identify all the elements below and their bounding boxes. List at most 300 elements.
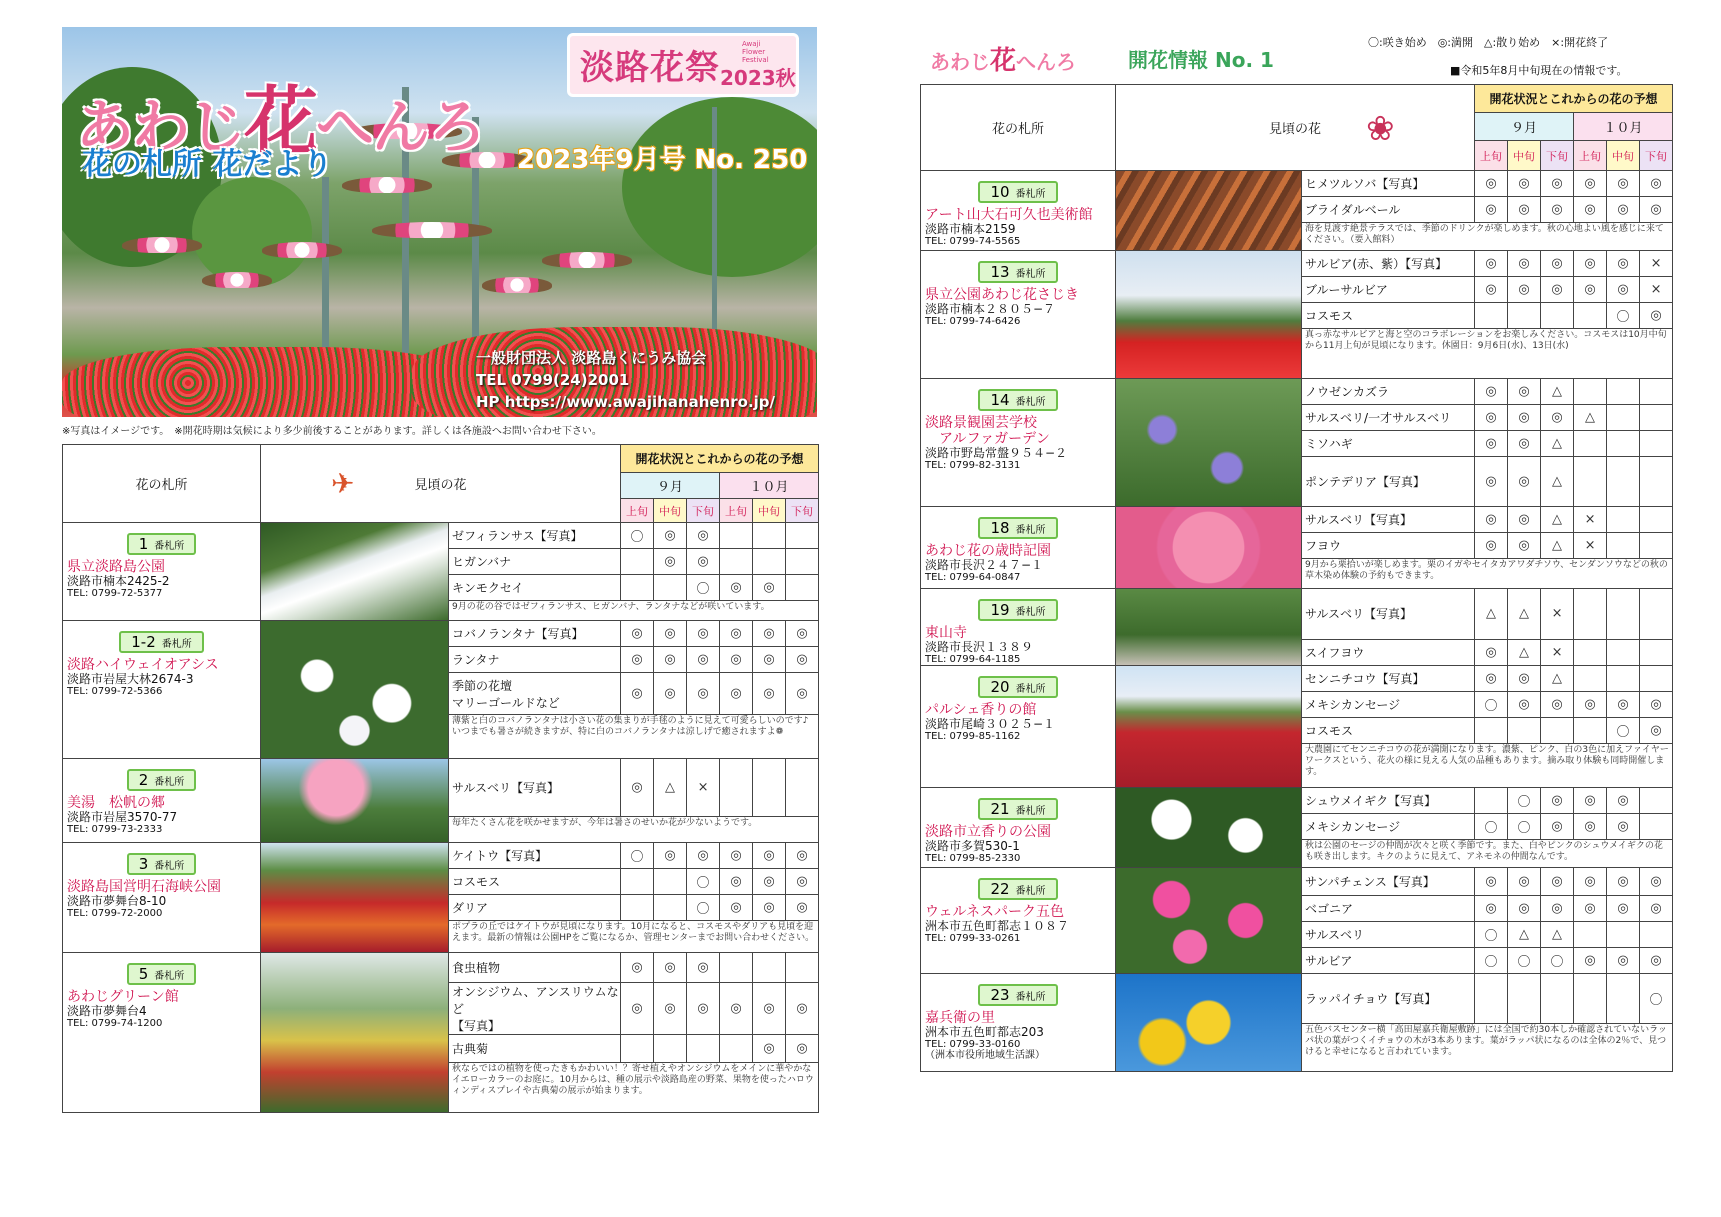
bloom-status: ◎ — [1508, 507, 1541, 533]
bloom-status: ◎ — [1475, 457, 1508, 507]
header-mid: 中旬 — [1607, 141, 1640, 171]
bloom-status: 〇 — [687, 575, 720, 601]
site-name: 淡路景観園芸学校 アルファガーデン — [925, 415, 1050, 447]
site-tel: TEL: 0799-74-1200 — [67, 1018, 163, 1029]
bloom-status: ◎ — [1475, 431, 1508, 457]
site-info — [63, 843, 261, 953]
bloom-status: ◎ — [1574, 948, 1607, 974]
site-tel: TEL: 0799-85-2330 — [925, 853, 1021, 864]
bloom-status: ◎ — [786, 673, 819, 715]
flower-name: メキシカンセージ — [1302, 692, 1475, 718]
header-october: １０月 — [1574, 113, 1673, 141]
bloom-status — [1475, 718, 1508, 744]
site-address: 淡路市尾崎３０２５−１ — [925, 717, 1056, 731]
flower-name: ノウゼンカズラ — [1302, 379, 1475, 405]
bloom-status: ◎ — [786, 621, 819, 647]
site-tel: TEL: 0799-72-2000 — [67, 908, 163, 919]
bloom-status: ◎ — [1607, 277, 1640, 303]
table-row — [921, 251, 1673, 277]
bloom-status — [654, 895, 687, 921]
bloom-status — [1640, 666, 1673, 692]
bloom-status: ◎ — [1640, 868, 1673, 896]
bloom-status: ◎ — [1475, 171, 1508, 197]
bloom-status: 〇 — [1475, 692, 1508, 718]
bloom-status: ◎ — [1508, 692, 1541, 718]
bloom-status — [1640, 405, 1673, 431]
site-tel: TEL: 0799-33-0261 — [925, 933, 1021, 944]
site-comment: ポプラの丘ではケイトウが見頃になります。10月になると、コスモスやダリアも見頃を迎えます。最新の情報は公園HPをご覧になるか、管理センターまでお問い合わせください。 — [449, 921, 819, 953]
bloom-status: ◎ — [1574, 692, 1607, 718]
bloom-status: ◎ — [753, 621, 786, 647]
header-september: ９月 — [1475, 113, 1574, 141]
bloom-status: ◎ — [753, 843, 786, 869]
site-info — [921, 251, 1116, 379]
table-row — [921, 868, 1673, 896]
bloom-status: ◎ — [621, 621, 654, 647]
flower-name: ラッパイチョウ【写真】 — [1302, 974, 1475, 1024]
flower-name: サルスベリ【写真】 — [1302, 507, 1475, 533]
greenhouse-photo — [261, 953, 449, 1113]
site-comment: 真っ赤なサルビアと海と空のコラボレーションをお楽しみください。コスモスは10月中旬から11月上旬が見頃になります。休園日：9月6日(水)、13日(水) — [1302, 329, 1673, 379]
bloom-status — [753, 953, 786, 983]
bloom-status: ◎ — [654, 549, 687, 575]
bloom-status — [753, 549, 786, 575]
bloom-status — [1607, 431, 1640, 457]
site-address: 洲本市五色町都志203 — [925, 1025, 1044, 1039]
bloom-status — [654, 1035, 687, 1063]
header-late: 下旬 — [786, 499, 819, 523]
flower-name: サルスベリ — [1302, 922, 1475, 948]
flower-name: コスモス — [1302, 303, 1475, 329]
flower-name: サンパチェンス【写真】 — [1302, 868, 1475, 896]
flower-name: 食虫植物 — [449, 953, 621, 983]
site-address: 淡路市野島常盤９５４−２ — [925, 446, 1068, 460]
site-name: 淡路市立香りの公園 — [925, 824, 1051, 840]
table-row — [921, 666, 1673, 692]
bloom-status: ◎ — [1475, 868, 1508, 896]
bloom-status: × — [1574, 533, 1607, 559]
bloom-status: ◎ — [1640, 896, 1673, 922]
temple-photo — [1116, 589, 1302, 666]
bloom-status: ◎ — [1508, 379, 1541, 405]
flower-name: サルビア — [1302, 948, 1475, 974]
bloom-status: 〇 — [687, 869, 720, 895]
bloom-status: ◎ — [1541, 788, 1574, 814]
site-number-badge: 5 番札所 — [127, 963, 197, 985]
bloom-status: ◎ — [687, 549, 720, 575]
bloom-status — [621, 1035, 654, 1063]
bloom-status: 〇 — [1607, 303, 1640, 329]
bloom-status: ◎ — [720, 869, 753, 895]
bloom-status: ◎ — [1607, 171, 1640, 197]
header-mid: 中旬 — [654, 499, 687, 523]
bloom-status: ◎ — [786, 1035, 819, 1063]
bouquet-icon: ❀ — [1366, 109, 1395, 149]
festival-year: 2023秋 — [720, 66, 796, 90]
flower-name: ヒメツルソバ【写真】 — [1302, 171, 1475, 197]
bloom-status: △ — [654, 759, 687, 817]
site-tel: TEL: 0799-73-2333 — [67, 824, 163, 835]
header-september: ９月 — [621, 473, 720, 499]
flower-name: ケイトウ【写真】 — [449, 843, 621, 869]
table-row — [921, 171, 1673, 197]
bloom-status — [753, 523, 786, 549]
impatiens-photo — [1116, 868, 1302, 974]
bloom-status: 〇 — [621, 843, 654, 869]
bloom-status: ◎ — [1640, 692, 1673, 718]
bloom-status: ◎ — [1475, 277, 1508, 303]
bloom-status — [1640, 431, 1673, 457]
bloom-status: × — [1541, 589, 1574, 640]
bloom-status — [1640, 639, 1673, 665]
bloom-status: ◎ — [1640, 303, 1673, 329]
flower-name: ダリア — [449, 895, 621, 921]
legend: 〇:咲き始め ◎:満開 △:散り始め ×:開花終了 — [1368, 36, 1609, 49]
bloom-status: △ — [1508, 922, 1541, 948]
site-comment: 五色バスセンター横「高田屋嘉兵衛屋敷跡」には全国で約30本しか確認されていないラッパ状の葉がつくイチョウの木が3本あります。葉がラッパ状になるのは全体の2％で、見つけると幸せになると言われています。 — [1302, 1024, 1673, 1072]
site-info — [921, 974, 1116, 1072]
bloom-status — [1574, 589, 1607, 640]
bloom-status: ◎ — [720, 843, 753, 869]
bloom-status: 〇 — [1640, 974, 1673, 1024]
bloom-status: ◎ — [1574, 788, 1607, 814]
site-number-badge: 20 番札所 — [978, 676, 1057, 698]
header-flower: 見頃の花 ✈ — [261, 445, 621, 523]
bloom-status — [621, 549, 654, 575]
flower-name: ブライダルベール — [1302, 197, 1475, 223]
bloom-status: ◎ — [1475, 197, 1508, 223]
site-tel: TEL: 0799-33-0160 — [925, 1039, 1021, 1050]
bloom-status — [1574, 718, 1607, 744]
site-comment: 毎年たくさん花を咲かせますが、今年は暑さのせいか花が少ないようです。 — [449, 817, 819, 843]
bloom-status: × — [1541, 639, 1574, 665]
header-early: 上旬 — [621, 499, 654, 523]
bloom-status: △ — [1508, 639, 1541, 665]
site-name: パルシェ香りの館 — [925, 702, 1037, 718]
site-address: 淡路市夢舞台4 — [67, 1004, 147, 1018]
bloom-status — [621, 575, 654, 601]
publisher-tel: TEL 0799(24)2001 — [476, 371, 630, 389]
site-name: 東山寺 — [925, 625, 967, 641]
bloom-status: ◎ — [1541, 692, 1574, 718]
bloom-status: ◎ — [1508, 666, 1541, 692]
site-tel: TEL: 0799-82-3131 — [925, 460, 1021, 471]
table-row — [921, 974, 1673, 1024]
bloom-status — [786, 953, 819, 983]
flower-name: スイフヨウ — [1302, 639, 1475, 665]
site-comment: 秋ならではの植物を使ったきもかわいい！？寄せ植えやオンシジウムをメインに華やかなイエローカラーのお庭に。10月からは、種の展示や淡路島産の野菜、果物を使ったハロウィンディスプレイや古典菊の展示が始まります。 — [449, 1063, 819, 1113]
table-row — [63, 523, 819, 549]
header-early: 上旬 — [720, 499, 753, 523]
site-name: あわじ花の歳時記園 — [925, 543, 1051, 559]
flower-name: シュウメイギク【写真】 — [1302, 788, 1475, 814]
bloom-status: ◎ — [1475, 639, 1508, 665]
bloom-status — [1574, 922, 1607, 948]
bloom-status: 〇 — [1475, 922, 1508, 948]
bloom-status — [786, 759, 819, 817]
flower-name: ヒガンバナ — [449, 549, 621, 575]
bloom-status — [1574, 639, 1607, 665]
bloom-status: ◎ — [687, 983, 720, 1035]
publisher-name: 一般財団法人 淡路島くにうみ協会 — [476, 349, 707, 367]
bloom-status — [621, 895, 654, 921]
coleus-photo — [1116, 171, 1302, 251]
site-tel: TEL: 0799-74-6426 — [925, 316, 1021, 327]
bloom-status: △ — [1541, 533, 1574, 559]
bloom-status: ◎ — [1541, 814, 1574, 840]
table-row — [63, 759, 819, 817]
site-number-badge: 21 番札所 — [978, 798, 1057, 820]
bloom-status: ◎ — [687, 647, 720, 673]
header-forecast: 開花状況とこれからの花の予想 — [621, 445, 819, 473]
bloom-status: ◎ — [654, 843, 687, 869]
bloom-status: ◎ — [753, 673, 786, 715]
site-tel-note: （洲本市役所地域生活課） — [925, 1050, 1045, 1061]
bloom-status — [1640, 589, 1673, 640]
bloom-status: ◎ — [786, 895, 819, 921]
site-address: 淡路市楠本2425-2 — [67, 574, 170, 588]
bloom-status: ◎ — [753, 575, 786, 601]
bloom-status — [1607, 405, 1640, 431]
header-location: 花の札所 — [921, 85, 1116, 171]
site-name: 県立公園あわじ花さじき — [925, 287, 1079, 303]
bloom-status: △ — [1541, 922, 1574, 948]
bloom-status: ◎ — [621, 953, 654, 983]
bloom-status — [786, 575, 819, 601]
site-number-badge: 10 番札所 — [978, 181, 1057, 203]
site-name: 美湯 松帆の郷 — [67, 795, 165, 811]
table-row — [63, 843, 819, 869]
bloom-status — [1640, 457, 1673, 507]
bloom-status: ◎ — [1574, 814, 1607, 840]
bloom-status — [1508, 303, 1541, 329]
bloom-status: ◎ — [654, 523, 687, 549]
bloom-status: ◎ — [1508, 171, 1541, 197]
site-number-badge: 19 番札所 — [978, 599, 1057, 621]
site-number-badge: 23 番札所 — [978, 984, 1057, 1006]
bloom-status: ◎ — [720, 895, 753, 921]
header-october: １０月 — [720, 473, 819, 499]
bloom-status: ◎ — [621, 673, 654, 715]
festival-name: 淡路花祭 — [580, 48, 720, 88]
bloom-status: ◎ — [1640, 171, 1673, 197]
bloom-status: ◎ — [1541, 171, 1574, 197]
flower-name: オンシジウム、アンスリウムなど 【写真】 — [449, 983, 621, 1035]
bloom-status — [1574, 431, 1607, 457]
site-info — [921, 868, 1116, 974]
bloom-status: ◎ — [1640, 197, 1673, 223]
bloom-status: 〇 — [1541, 948, 1574, 974]
festival-english: Awaji Flower Festival — [742, 40, 769, 64]
bloom-status: ◎ — [1607, 868, 1640, 896]
bloom-status — [1607, 457, 1640, 507]
bloom-status: ◎ — [1607, 896, 1640, 922]
crape-myrtle-photo-2 — [1116, 507, 1302, 589]
bloom-status: ◎ — [1508, 431, 1541, 457]
bloom-status: ◎ — [1574, 171, 1607, 197]
site-comment: 9月から栗拾いが楽しめます。栗のイガやセイタカアワダチソウ、センダンソウなどの秋の草木染め体験の予約もできます。 — [1302, 559, 1673, 589]
bloom-status — [720, 523, 753, 549]
gomphrena-photo — [1116, 666, 1302, 788]
flower-name: コスモス — [1302, 718, 1475, 744]
site-comment: 海を見渡す絶景テラスでは、季節のドリンクが楽しめます。秋の心地よい風を感じに来てください。（要入館料） — [1302, 223, 1673, 251]
festival-badge — [567, 33, 799, 97]
site-number-badge: 3 番札所 — [127, 853, 197, 875]
header-mid: 中旬 — [753, 499, 786, 523]
bloom-status: ◎ — [786, 647, 819, 673]
bloom-status: △ — [1541, 507, 1574, 533]
site-number-badge: 2 番札所 — [127, 769, 197, 791]
site-info — [63, 621, 261, 759]
bloom-status: 〇 — [1475, 814, 1508, 840]
site-number-badge: 18 番札所 — [978, 517, 1057, 539]
table-row — [63, 953, 819, 983]
bloom-status: ◎ — [720, 673, 753, 715]
bloom-status: ◎ — [720, 647, 753, 673]
right-bloom-table — [920, 84, 1673, 1072]
crape-myrtle-photo — [261, 759, 449, 843]
bloom-status: △ — [1541, 457, 1574, 507]
bloom-status: ◎ — [621, 759, 654, 817]
bloom-status: ◎ — [1541, 251, 1574, 277]
dragonfly-icon: ✈ — [331, 467, 355, 500]
bloom-status — [720, 759, 753, 817]
bloom-status — [1607, 379, 1640, 405]
bloom-status — [720, 1035, 753, 1063]
site-info — [63, 523, 261, 621]
bloom-status: ◎ — [1607, 251, 1640, 277]
header-late: 下旬 — [1541, 141, 1574, 171]
white-lantana-photo — [261, 621, 449, 759]
bloom-status: 〇 — [1475, 948, 1508, 974]
bloom-status: ◎ — [1508, 896, 1541, 922]
site-number-badge: 13 番札所 — [978, 261, 1057, 283]
bloom-status: ◎ — [1640, 948, 1673, 974]
bloom-status: ◎ — [1508, 197, 1541, 223]
site-tel: TEL: 0799-64-1185 — [925, 654, 1021, 665]
bloom-status: ◎ — [1607, 814, 1640, 840]
bloom-status: 〇 — [1508, 948, 1541, 974]
bloom-status: △ — [1574, 405, 1607, 431]
site-address: 淡路市多賀530-1 — [925, 839, 1020, 853]
site-info — [921, 666, 1116, 788]
site-tel: TEL: 0799-72-5377 — [67, 588, 163, 599]
site-tel: TEL: 0799-64-0847 — [925, 572, 1021, 583]
bloom-status: ◎ — [1640, 718, 1673, 744]
left-bloom-table — [62, 444, 819, 1113]
bloom-status: 〇 — [1607, 718, 1640, 744]
bloom-status — [1475, 303, 1508, 329]
header-late: 下旬 — [1640, 141, 1673, 171]
ginkgo-photo — [1116, 974, 1302, 1072]
site-name: 淡路島国営明石海峡公園 — [67, 879, 221, 895]
anemone-photo — [1116, 788, 1302, 868]
bloom-status: ◎ — [1541, 197, 1574, 223]
bloom-status — [1541, 974, 1574, 1024]
bloom-status — [1607, 974, 1640, 1024]
bloom-status — [786, 549, 819, 575]
site-tel: TEL: 0799-72-5366 — [67, 686, 163, 697]
cover-subtitle: 花の札所 花だより — [82, 147, 333, 182]
bloom-status: × — [687, 759, 720, 817]
bloom-status: ◎ — [753, 983, 786, 1035]
bloom-status: ◎ — [720, 621, 753, 647]
bloom-status — [1574, 666, 1607, 692]
bloom-status — [1508, 718, 1541, 744]
site-name: 嘉兵衛の里 — [925, 1010, 995, 1026]
bloom-status — [1541, 303, 1574, 329]
site-number-badge: 1 番札所 — [127, 533, 197, 555]
flower-name: ランタナ — [449, 647, 621, 673]
bloom-status: ◎ — [720, 575, 753, 601]
bloom-status — [1475, 788, 1508, 814]
bloom-status: ◎ — [1475, 251, 1508, 277]
bloom-status: ◎ — [1607, 197, 1640, 223]
bloom-status: ◎ — [753, 647, 786, 673]
site-info — [921, 507, 1116, 589]
bloom-status — [753, 759, 786, 817]
bloom-status: ◎ — [753, 869, 786, 895]
site-address: 淡路市長沢２４７−１ — [925, 558, 1044, 572]
bloom-status: ◎ — [687, 843, 720, 869]
flower-name: ゼフィランサス【写真】 — [449, 523, 621, 549]
bloom-status: 〇 — [1508, 788, 1541, 814]
header-mid: 中旬 — [1508, 141, 1541, 171]
right-logo: あわじ花へんろ — [930, 46, 1077, 76]
header-forecast: 開花状況とこれからの花の予想 — [1475, 85, 1673, 113]
white-flowers-photo — [261, 523, 449, 621]
bloom-status: × — [1640, 251, 1673, 277]
bloom-status — [621, 869, 654, 895]
bloom-status: ◎ — [1541, 405, 1574, 431]
salvia-field-photo — [1116, 251, 1302, 379]
right-title: 開花情報 No. 1 — [1128, 48, 1274, 72]
site-address: 淡路市楠本２８０５−７ — [925, 302, 1056, 316]
bloom-status: ◎ — [1508, 533, 1541, 559]
flower-name: キンモクセイ — [449, 575, 621, 601]
site-name: ウェルネスパーク五色 — [925, 904, 1065, 920]
bloom-status: × — [1574, 507, 1607, 533]
flower-name: サルビア(赤、紫）【写真】 — [1302, 251, 1475, 277]
bloom-status: △ — [1508, 589, 1541, 640]
bloom-status — [1640, 379, 1673, 405]
bloom-status — [1640, 507, 1673, 533]
bloom-status: ◎ — [687, 673, 720, 715]
bloom-status — [720, 953, 753, 983]
table-row — [921, 589, 1673, 640]
bloom-status: ◎ — [1607, 948, 1640, 974]
flower-name: フヨウ — [1302, 533, 1475, 559]
bloom-status — [1640, 788, 1673, 814]
site-name: 県立淡路島公園 — [67, 559, 165, 575]
bloom-status — [1640, 922, 1673, 948]
bloom-status: ◎ — [1607, 788, 1640, 814]
bloom-status — [786, 523, 819, 549]
site-comment: 秋は公園のセージの仲間が次々と咲く季節です。また、白やピンクのシュウメイギクの花も咲き出します。キクのように見えて、アネモネの仲間なんです。 — [1302, 840, 1673, 868]
header-early: 上旬 — [1574, 141, 1607, 171]
bloom-status: △ — [1541, 431, 1574, 457]
bloom-status: ◎ — [1475, 405, 1508, 431]
cover-logo: あわじ花へんろ — [76, 79, 485, 165]
site-info — [63, 953, 261, 1113]
site-info — [921, 171, 1116, 251]
site-address: 淡路市楠本2159 — [925, 222, 1016, 236]
bloom-status: ◎ — [1508, 277, 1541, 303]
bloom-status: ◎ — [621, 647, 654, 673]
bloom-status — [1574, 974, 1607, 1024]
cover-image — [62, 27, 817, 417]
header-location: 花の札所 — [63, 445, 261, 523]
